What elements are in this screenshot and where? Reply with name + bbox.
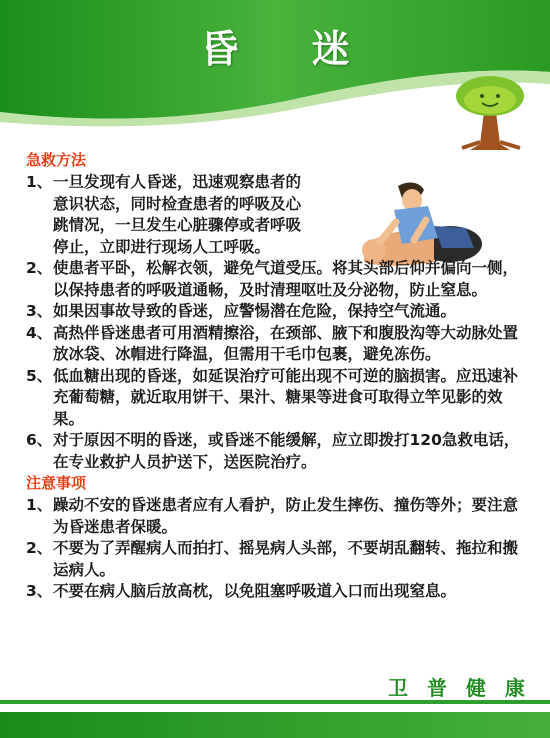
item-number: 3、 xyxy=(26,582,53,600)
list-item xyxy=(26,538,526,581)
item-text: 不要在病人脑后放高枕，以免阻塞呼吸道入口而出现窒息。 xyxy=(53,582,457,600)
section-heading: 急救方法 xyxy=(26,151,87,169)
item-number: 1、 xyxy=(26,496,53,514)
item-number: 3、 xyxy=(26,302,53,320)
section-heading: 注意事项 xyxy=(26,474,87,492)
footer-divider xyxy=(0,700,550,704)
list-item xyxy=(26,495,526,538)
page-title: 昏 迷 xyxy=(200,27,380,71)
item-text: 使患者平卧，松解衣领，避免气道受压。将其头部后仰并偏向一侧，以保持患者的呼吸道通畅，及时清理呕吐及分泌物，防止窒息。 xyxy=(53,259,519,299)
item-text: 低血糖出现的昏迷，如延误治疗可能出现不可逆的脑损害。应迅速补充葡萄糖，就近取用饼干、果汁、糖果等进食可取得立竿见影的效果。 xyxy=(53,366,519,428)
item-number: 2、 xyxy=(26,539,53,557)
item-number: 2、 xyxy=(26,259,53,277)
section-first-aid xyxy=(26,150,526,473)
item-text: 一旦发现有人昏迷，迅速观察患者的意识状态，同时检查患者的呼吸及心跳情况，一旦发生心脏骤停或者呼吸停止，立即进行现场人工呼吸。 xyxy=(53,173,302,256)
item-text: 不要为了弄醒病人而拍打、摇晃病人头部，不要胡乱翻转、拖拉和搬运病人。 xyxy=(53,539,519,579)
list-item xyxy=(26,258,526,301)
item-number: 4、 xyxy=(26,323,53,342)
list-item xyxy=(26,301,526,323)
list-item xyxy=(26,172,526,258)
content xyxy=(26,150,526,603)
item-text: 对于原因不明的昏迷，或昏迷不能缓解，应立即拨打120急救电话，在专业救护人员护送下，送医院治疗。 xyxy=(53,431,520,471)
footer-band xyxy=(0,712,550,738)
footer-brand: 卫 普 健 康 xyxy=(388,676,531,700)
item-text: 高热伴昏迷患者可用酒精擦浴，在颈部、腋下和腹股沟等大动脉处置放冰袋、冰帽进行降温，但需用干毛巾包裹，避免冻伤。 xyxy=(53,323,519,363)
item-text: 躁动不安的昏迷患者应有人看护，防止发生摔伤、撞伤等外；要注意为昏迷患者保暖。 xyxy=(53,496,519,536)
item-number: 6、 xyxy=(26,431,53,449)
item-text: 如果因事故导致的昏迷，应警惕潜在危险，保持空气流通。 xyxy=(53,302,457,320)
list-item xyxy=(26,366,526,431)
section-precautions xyxy=(26,473,526,603)
list-item xyxy=(26,323,526,366)
item-number: 1、 xyxy=(26,173,53,191)
list-item xyxy=(26,430,526,473)
list-item xyxy=(26,581,526,603)
tree-logo-icon xyxy=(440,72,540,152)
item-number: 5、 xyxy=(26,366,53,385)
